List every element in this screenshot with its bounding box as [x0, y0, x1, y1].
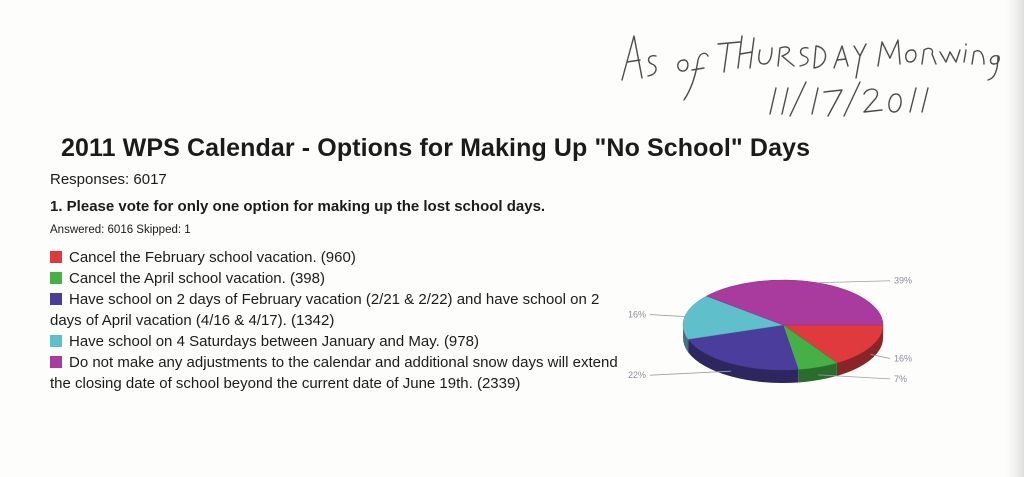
pie-percent-label: 16%: [894, 353, 913, 364]
legend-swatch: [50, 335, 62, 347]
legend-item: [50, 268, 620, 289]
pie-percent-label: 7%: [894, 373, 908, 384]
legend-label: Cancel the April school vacation. (398): [69, 270, 325, 287]
handwritten-note: [600, 18, 1000, 118]
legend-swatch: [50, 356, 62, 368]
legend-item: [50, 289, 620, 331]
page-title: 2011 WPS Calendar - Options for Making Up "No School" Days: [61, 134, 811, 162]
legend-swatch: [50, 293, 62, 305]
legend-label: Cancel the February school vacation. (960): [69, 249, 356, 266]
pie-percent-label: 39%: [894, 275, 913, 286]
pie-percent-label: 22%: [627, 370, 646, 381]
chart-legend: [50, 247, 620, 394]
responses-count: Responses: 6017: [50, 171, 167, 188]
legend-item: [50, 331, 620, 352]
pie-leader-line: [817, 281, 890, 283]
pie-leader-line: [650, 371, 731, 375]
page-edge-shadow: [1006, 0, 1024, 477]
legend-label: Have school on 2 days of February vacation (2/21 & 2/22) and have school on 2 days of April vacation (4/16 & 4/17). (1342): [50, 291, 600, 329]
legend-swatch: [50, 272, 62, 284]
answered-skipped-count: Answered: 6016 Skipped: 1: [50, 224, 191, 236]
legend-label: Have school on 4 Saturdays between January and May. (978): [69, 333, 479, 350]
legend-label: Do not make any adjustments to the calendar and additional snow days will extend the closing date of school beyond the current date of June 19th. (2339): [50, 354, 618, 392]
pie-chart: [590, 250, 950, 420]
pie-percent-label: 16%: [627, 309, 646, 320]
legend-item: [50, 247, 620, 268]
legend-item: [50, 352, 620, 394]
survey-question: 1. Please vote for only one option for making up the lost school days.: [50, 198, 546, 215]
legend-swatch: [50, 251, 62, 263]
pie-leader-line: [650, 315, 685, 317]
